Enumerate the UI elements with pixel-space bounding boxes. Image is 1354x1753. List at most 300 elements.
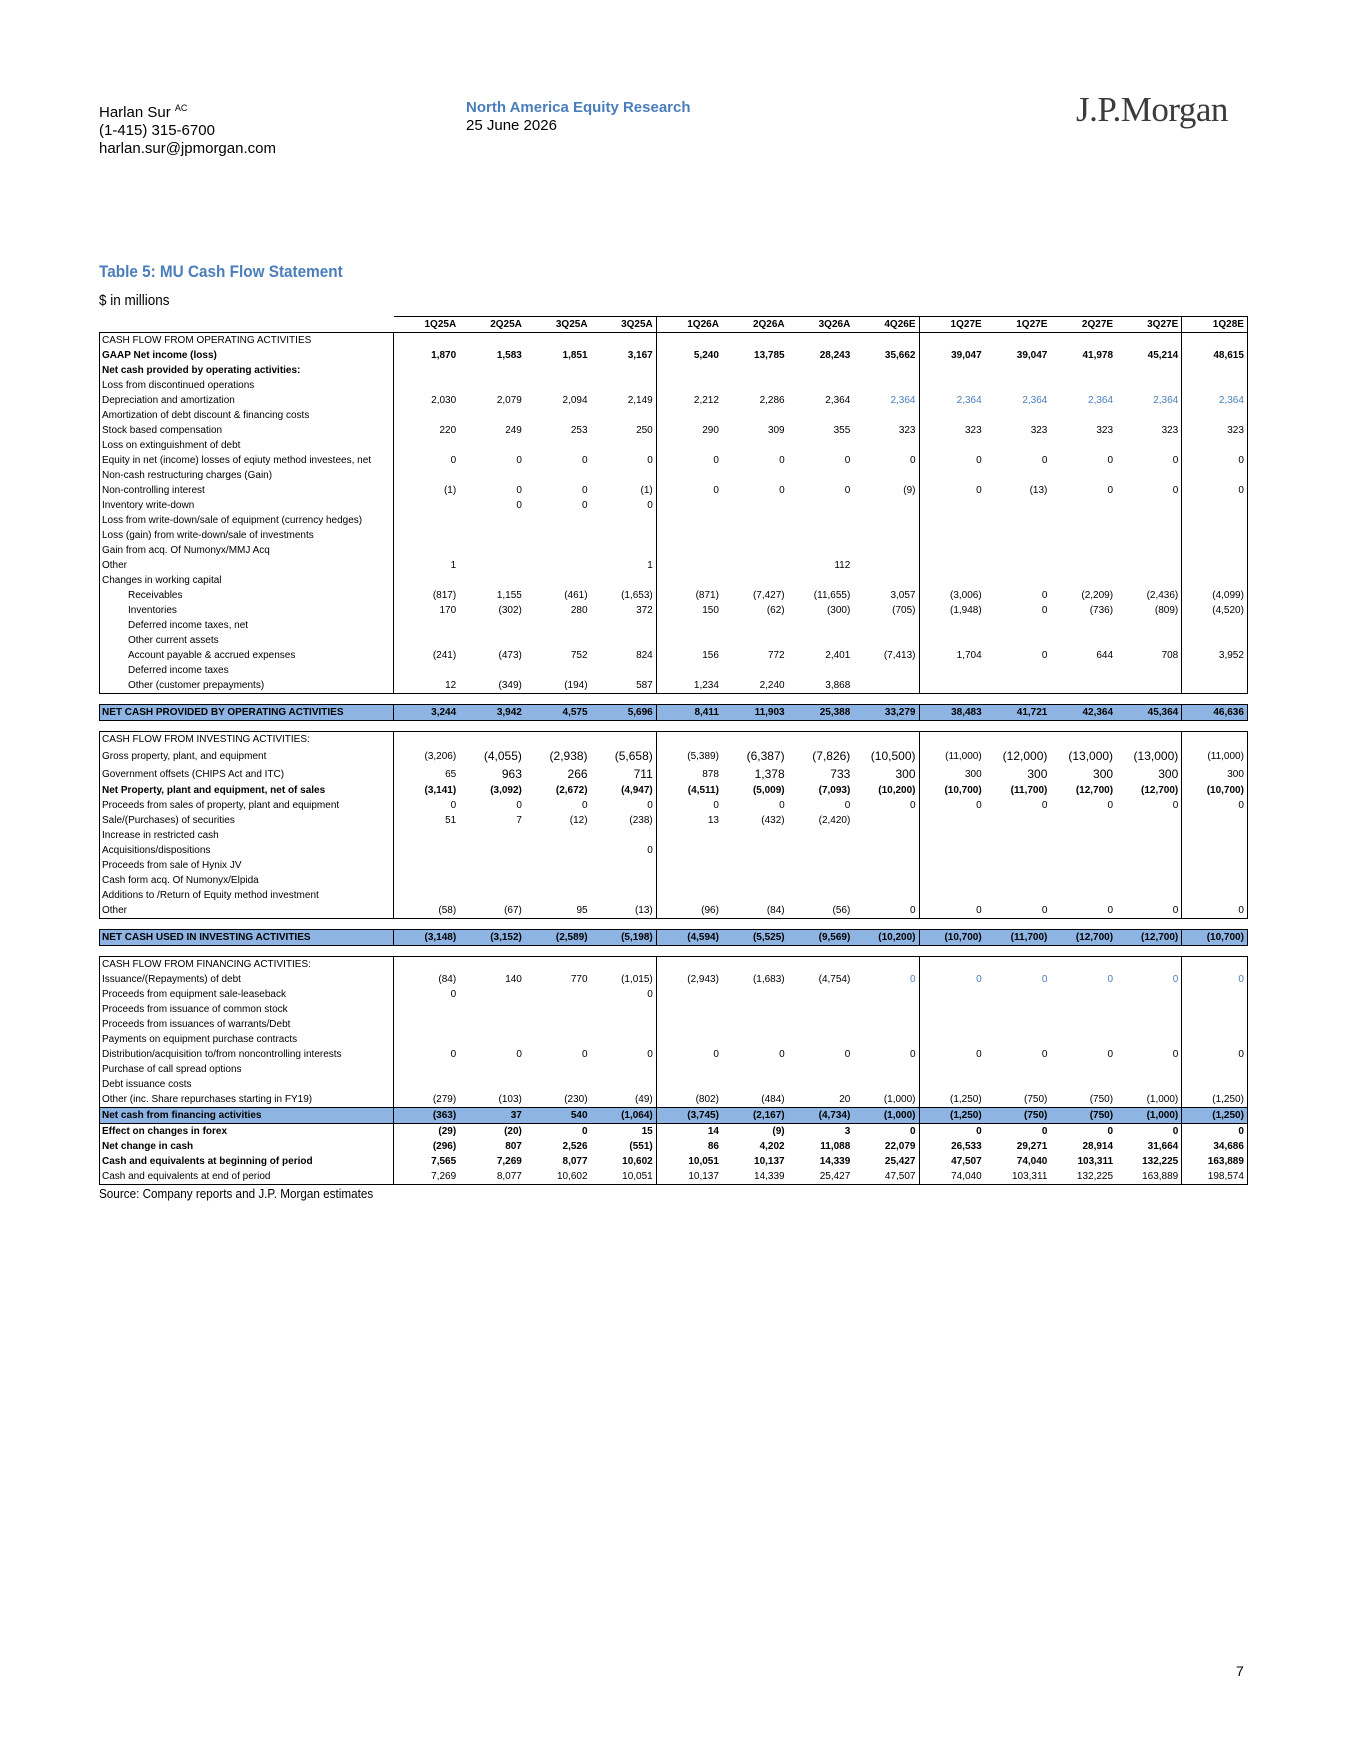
table-cell: [722, 333, 788, 349]
table-cell: [919, 1032, 985, 1047]
table-cell: [1182, 1032, 1248, 1047]
row-label: Increase in restricted cash: [100, 828, 394, 843]
table-cell: (4,520): [1182, 603, 1248, 618]
table-cell: [1050, 378, 1116, 393]
column-header: 1Q27E: [919, 317, 985, 333]
table-cell: [853, 873, 919, 888]
table-cell: 41,721: [985, 705, 1051, 721]
table-cell: (10,700): [944, 785, 982, 796]
page-number: 7: [1236, 1663, 1244, 1679]
table-cell: [919, 987, 985, 1002]
table-cell: [919, 1017, 985, 1032]
table-cell: 3,244: [394, 705, 460, 721]
table-cell: [788, 1002, 854, 1017]
row-label: Proceeds from issuances of warrants/Debt: [100, 1017, 394, 1032]
table-cell: 0: [1116, 903, 1182, 919]
table-cell: (1,000): [1116, 1092, 1182, 1108]
table-cell: [459, 333, 525, 349]
table-cell: (4,594): [656, 930, 722, 946]
table-cell: 300: [965, 768, 982, 780]
table-cell: (300): [826, 605, 851, 616]
table-cell: (3,206): [424, 750, 457, 762]
table-cell: 0: [1116, 1124, 1182, 1140]
column-header: 1Q28E: [1182, 317, 1248, 333]
analyst-name: Harlan Sur: [99, 104, 171, 121]
table-cell: [1050, 573, 1116, 588]
table-cell: 1,378: [754, 766, 785, 781]
table-cell: [919, 543, 985, 558]
column-header: 3Q25A: [525, 317, 591, 333]
table-cell: [853, 543, 919, 558]
table-cell: 13,785: [754, 350, 785, 361]
table-cell: 95: [525, 903, 591, 919]
table-cell: [853, 843, 919, 858]
table-cell: (13,000): [1068, 748, 1114, 763]
table-cell: (1,015): [591, 972, 657, 987]
table-cell: 253: [570, 425, 588, 436]
table-cell: [459, 888, 525, 903]
table-row: [100, 957, 1248, 973]
table-cell: 323: [965, 425, 982, 436]
table-cell: [919, 378, 985, 393]
table-cell: [1116, 828, 1182, 843]
row-label: Acquisitions/dispositions: [100, 843, 394, 858]
table-row: [100, 765, 1248, 783]
table-cell: 22,079: [853, 1139, 919, 1154]
table-cell: [853, 1002, 919, 1017]
table-cell: (4,947): [591, 783, 657, 798]
table-cell: [985, 378, 1051, 393]
table-cell: (20): [459, 1124, 525, 1140]
table-cell: (1,000): [853, 1108, 919, 1124]
table-cell: [853, 573, 919, 588]
table-cell: [1182, 468, 1248, 483]
table-cell: [1050, 528, 1116, 543]
table-cell: 7,565: [431, 1156, 457, 1167]
table-cell: [394, 858, 460, 873]
table-cell: [591, 513, 657, 528]
table-cell: [525, 438, 591, 453]
table-cell: [722, 573, 788, 588]
table-cell: [1050, 678, 1116, 694]
table-cell: [985, 1032, 1051, 1047]
table-row: [100, 468, 1248, 483]
table-cell: [1050, 333, 1116, 349]
table-cell: [1182, 363, 1248, 378]
table-cell: 0: [1116, 453, 1182, 468]
table-cell: 2,364: [1088, 395, 1114, 406]
table-cell: [591, 378, 657, 393]
table-cell: (11,655): [813, 590, 851, 601]
table-cell: [788, 528, 854, 543]
table-cell: 163,889: [1116, 1169, 1182, 1185]
table-cell: 1,155: [496, 590, 522, 601]
table-row: [100, 1002, 1248, 1017]
table-row: [100, 648, 1248, 663]
table-cell: 0: [450, 800, 457, 811]
table-cell: 10,137: [754, 1156, 785, 1167]
table-cell: 47,507: [853, 1169, 919, 1185]
table-cell: [1116, 558, 1182, 573]
table-cell: [394, 408, 460, 423]
table-cell: 2,364: [825, 395, 851, 406]
table-cell: [591, 888, 657, 903]
row-label: Effect on changes in forex: [100, 1124, 394, 1140]
table-cell: [591, 957, 657, 973]
table-cell: [1050, 987, 1116, 1002]
table-cell: 2,286: [759, 395, 785, 406]
table-cell: [985, 363, 1051, 378]
table-cell: [985, 333, 1051, 349]
table-cell: 0: [853, 1124, 919, 1140]
table-cell: [656, 1032, 722, 1047]
row-label: Non-cash restructuring charges (Gain): [100, 468, 394, 483]
table-cell: [722, 858, 788, 873]
table-cell: [722, 828, 788, 843]
table-cell: (11,000): [945, 750, 982, 762]
table-cell: [394, 363, 460, 378]
table-cell: [853, 957, 919, 973]
table-cell: [853, 888, 919, 903]
table-cell: 0: [1041, 650, 1048, 661]
table-cell: 300: [1093, 766, 1114, 781]
table-cell: (1): [443, 485, 457, 496]
table-cell: (473): [498, 650, 522, 661]
table-cell: [459, 873, 525, 888]
table-cell: 0: [1116, 972, 1182, 987]
table-cell: [1116, 513, 1182, 528]
table-cell: (5,389): [687, 750, 719, 762]
table-cell: 0: [844, 485, 851, 496]
table-cell: [788, 468, 854, 483]
table-cell: 0: [713, 800, 719, 811]
table-cell: (302): [498, 605, 522, 616]
row-label: Loss from write-down/sale of equipment (currency hedges): [100, 513, 394, 528]
table-cell: [459, 438, 525, 453]
table-cell: 3,952: [1182, 648, 1248, 663]
table-cell: [919, 1002, 985, 1017]
table-cell: [1050, 558, 1116, 573]
table-cell: [1050, 1077, 1116, 1092]
table-cell: [394, 873, 460, 888]
table-cell: (49): [591, 1092, 657, 1108]
table-cell: 37: [459, 1108, 525, 1124]
table-cell: 0: [1107, 974, 1114, 985]
table-cell: 1,704: [956, 650, 982, 661]
table-cell: [459, 408, 525, 423]
table-cell: 0: [853, 1047, 919, 1062]
table-cell: [788, 843, 854, 858]
table-cell: 770: [570, 974, 588, 985]
table-cell: 0: [582, 500, 588, 511]
table-cell: [1050, 828, 1116, 843]
table-cell: 0: [1107, 1049, 1114, 1060]
table-cell: 2,149: [591, 393, 657, 408]
spacer-cell: [100, 694, 1248, 705]
table-cell: 323: [1116, 423, 1182, 438]
table-cell: (12,700): [1075, 785, 1114, 796]
table-cell: [656, 513, 722, 528]
table-row: [100, 873, 1248, 888]
spacer-row: [100, 919, 1248, 930]
table-cell: [1116, 363, 1182, 378]
table-cell: (5,658): [591, 747, 657, 765]
table-cell: [985, 1077, 1051, 1092]
table-cell: [591, 573, 657, 588]
table-cell: 42,364: [1050, 705, 1116, 721]
table-cell: 25,427: [788, 1169, 854, 1185]
table-cell: [1116, 1032, 1182, 1047]
table-cell: [1182, 813, 1248, 828]
table-cell: [656, 858, 722, 873]
row-label: Stock based compensation: [100, 423, 394, 438]
table-cell: 2,079: [496, 395, 522, 406]
table-cell: [591, 828, 657, 843]
table-cell: [394, 513, 460, 528]
table-cell: [1182, 888, 1248, 903]
table-cell: 1: [450, 560, 457, 571]
table-cell: (84): [722, 903, 788, 919]
table-cell: 20: [788, 1092, 854, 1108]
table-cell: 0: [976, 974, 982, 985]
table-cell: 45,364: [1116, 705, 1182, 721]
row-label: Issuance/(Repayments) of debt: [100, 972, 394, 987]
table-cell: [919, 408, 985, 423]
table-cell: (1,250): [1182, 1092, 1248, 1108]
table-cell: [656, 528, 722, 543]
table-cell: (4,055): [483, 748, 522, 763]
table-cell: 25,427: [853, 1154, 919, 1169]
table-cell: [459, 732, 525, 748]
table-cell: 8,077: [459, 1169, 525, 1185]
table-cell: [853, 498, 919, 513]
table-cell: [985, 1017, 1051, 1032]
row-label: CASH FLOW FROM OPERATING ACTIVITIES: [100, 333, 394, 349]
table-cell: [525, 663, 591, 678]
table-cell: 1: [591, 558, 657, 573]
row-label: Proceeds from sale of Hynix JV: [100, 858, 394, 873]
table-cell: [1182, 858, 1248, 873]
table-row: [100, 747, 1248, 765]
spacer-cell: [100, 946, 1248, 957]
table-cell: [656, 378, 722, 393]
table-cell: [394, 468, 460, 483]
table-cell: [459, 468, 525, 483]
table-cell: [525, 468, 591, 483]
table-cell: [788, 408, 854, 423]
table-row: [100, 1032, 1248, 1047]
table-cell: (12): [569, 815, 588, 826]
table-cell: (13): [1029, 485, 1048, 496]
table-cell: 112: [834, 560, 851, 571]
spacer-cell: [100, 721, 1248, 732]
table-cell: (9,569): [788, 930, 854, 946]
table-cell: [525, 618, 591, 633]
table-cell: [853, 1017, 919, 1032]
table-cell: [1182, 438, 1248, 453]
table-cell: 33,279: [853, 705, 919, 721]
table-cell: [919, 678, 985, 694]
row-label: Depreciation and amortization: [100, 393, 394, 408]
table-cell: [919, 1062, 985, 1077]
table-cell: [591, 633, 657, 648]
table-cell: [853, 1032, 919, 1047]
table-cell: [1050, 732, 1116, 748]
table-cell: [591, 528, 657, 543]
table-cell: [1116, 843, 1182, 858]
table-cell: [853, 363, 919, 378]
row-label: Cash form acq. Of Numonyx/Elpida: [100, 873, 394, 888]
table-cell: 0: [516, 1049, 522, 1060]
table-cell: 878: [702, 768, 719, 780]
table-cell: [525, 573, 591, 588]
table-cell: [394, 1002, 460, 1017]
table-cell: 0: [1116, 798, 1182, 813]
table-cell: [788, 828, 854, 843]
table-cell: [394, 732, 460, 748]
table-cell: (1,250): [1182, 1108, 1248, 1124]
row-label: Other current assets: [100, 633, 394, 648]
table-cell: 0: [853, 903, 919, 919]
table-cell: [1116, 333, 1182, 349]
table-row: [100, 1047, 1248, 1062]
table-cell: [1050, 957, 1116, 973]
table-cell: (4,754): [818, 974, 851, 985]
table-cell: [788, 573, 854, 588]
table-cell: [591, 873, 657, 888]
table-cell: [525, 363, 591, 378]
table-cell: [459, 828, 525, 843]
table-cell: 0: [713, 1049, 719, 1060]
table-row: [100, 1169, 1248, 1185]
table-row: [100, 528, 1248, 543]
table-cell: 0: [582, 455, 588, 466]
table-cell: [919, 363, 985, 378]
table-cell: [656, 333, 722, 349]
table-cell: [1050, 363, 1116, 378]
table-cell: 103,311: [985, 1169, 1051, 1185]
table-cell: (1,250): [919, 1092, 985, 1108]
table-cell: (5,009): [752, 785, 785, 796]
row-label: Additions to /Return of Equity method investment: [100, 888, 394, 903]
table-cell: 266: [567, 766, 588, 781]
table-cell: 2,364: [1022, 395, 1048, 406]
table-cell: [853, 528, 919, 543]
table-cell: 300: [853, 765, 919, 783]
table-row: [100, 972, 1248, 987]
table-cell: [394, 888, 460, 903]
table-cell: 10,602: [525, 1169, 591, 1185]
table-cell: [459, 543, 525, 558]
table-cell: [853, 828, 919, 843]
table-cell: [919, 498, 985, 513]
table-row: [100, 813, 1248, 828]
table-cell: (56): [788, 903, 854, 919]
table-cell: [1116, 732, 1182, 748]
table-cell: [722, 987, 788, 1002]
column-header: 3Q25A: [591, 317, 657, 333]
table-cell: 0: [591, 453, 657, 468]
row-label: Proceeds from sales of property, plant and equipment: [100, 798, 394, 813]
table-cell: [985, 858, 1051, 873]
table-cell: 0: [1050, 1124, 1116, 1140]
table-cell: [656, 633, 722, 648]
table-row: [100, 663, 1248, 678]
table-cell: 10,602: [591, 1154, 657, 1169]
row-label: Deferred income taxes, net: [100, 618, 394, 633]
table-cell: [985, 573, 1051, 588]
table-cell: (363): [394, 1108, 460, 1124]
table-cell: 0: [985, 903, 1051, 919]
table-cell: (103): [459, 1092, 525, 1108]
table-cell: 2,364: [1116, 393, 1182, 408]
table-row: [100, 348, 1248, 363]
table-row: [100, 408, 1248, 423]
table-cell: [394, 1077, 460, 1092]
table-row: [100, 453, 1248, 468]
table-cell: [722, 513, 788, 528]
table-cell: [1182, 378, 1248, 393]
table-row: [100, 558, 1248, 573]
table-cell: 3,167: [591, 348, 657, 363]
table-cell: 752: [570, 650, 588, 661]
table-cell: [525, 888, 591, 903]
table-cell: (11,000): [1182, 747, 1248, 765]
table-cell: [788, 873, 854, 888]
row-label: Amortization of debt discount & financing costs: [100, 408, 394, 423]
table-cell: (3,141): [424, 785, 457, 796]
table-cell: 300: [1182, 765, 1248, 783]
column-header: 3Q26A: [788, 317, 854, 333]
table-cell: [656, 957, 722, 973]
table-cell: [394, 333, 460, 349]
table-row: [100, 732, 1248, 748]
table-cell: [525, 1002, 591, 1017]
table-cell: [525, 828, 591, 843]
table-cell: [525, 1032, 591, 1047]
table-cell: [1050, 1017, 1116, 1032]
table-cell: [919, 813, 985, 828]
table-cell: (12,000): [1002, 748, 1048, 763]
table-cell: (9): [853, 483, 919, 498]
table-row: [100, 393, 1248, 408]
row-label: Other: [100, 903, 394, 919]
table-cell: [853, 678, 919, 694]
analyst-email[interactable]: harlan.sur@jpmorgan.com: [99, 140, 276, 157]
row-label: Proceeds from issuance of common stock: [100, 1002, 394, 1017]
table-cell: 0: [1041, 974, 1048, 985]
table-cell: [525, 732, 591, 748]
table-cell: [656, 573, 722, 588]
table-cell: [1116, 573, 1182, 588]
table-cell: 300: [1027, 766, 1048, 781]
table-subtitle: $ in millions: [99, 292, 170, 309]
table-cell: 0: [1107, 800, 1114, 811]
table-cell: 323: [853, 423, 919, 438]
table-cell: 156: [702, 650, 719, 661]
table-cell: 7: [516, 815, 522, 826]
table-cell: 0: [779, 485, 785, 496]
table-cell: (10,700): [919, 930, 985, 946]
table-cell: [459, 858, 525, 873]
publication-name: North America Equity Research: [466, 99, 691, 116]
table-cell: [656, 828, 722, 843]
table-cell: [788, 633, 854, 648]
table-cell: [525, 543, 591, 558]
table-cell: (4,734): [788, 1108, 854, 1124]
table-cell: [394, 378, 460, 393]
table-cell: [525, 513, 591, 528]
